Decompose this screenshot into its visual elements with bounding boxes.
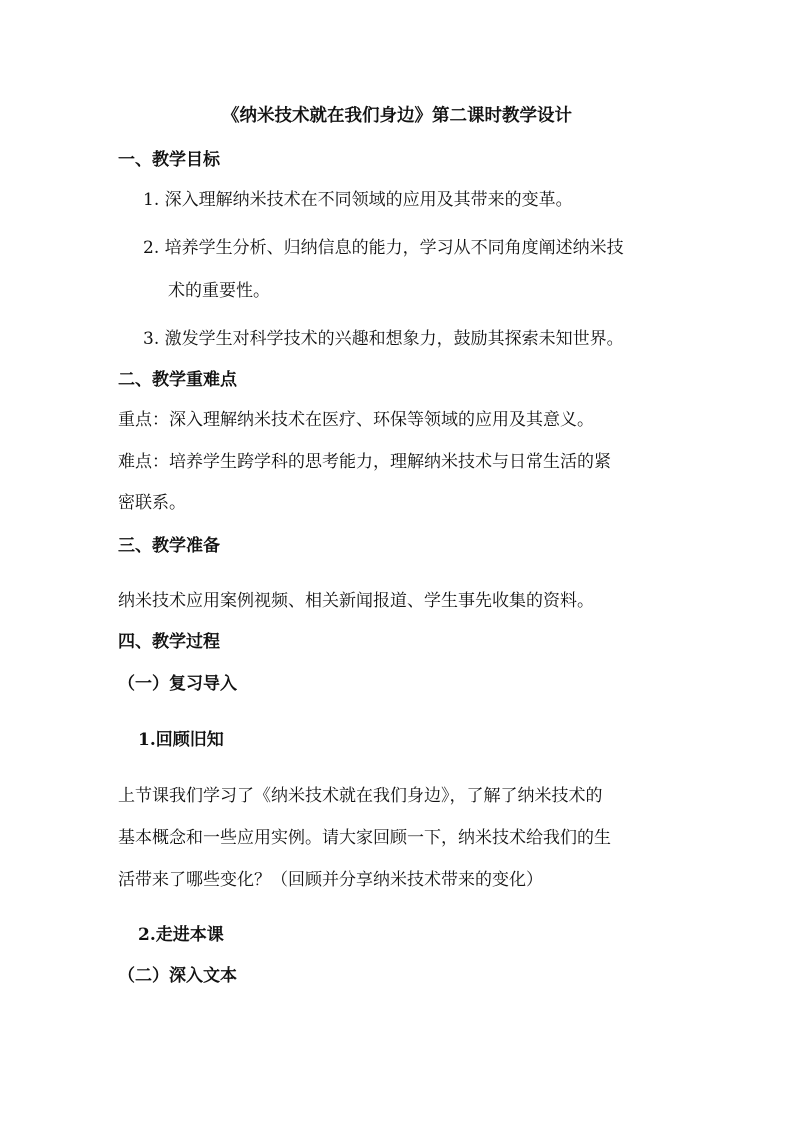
subsection-heading-review: （一）复习导入 xyxy=(118,674,237,694)
difficulty-text-line1: 难点：培养学生跨学科的思考能力，理解纳米技术与日常生活的紧 xyxy=(118,452,611,472)
key-point-text: 重点：深入理解纳米技术在医疗、环保等领域的应用及其意义。 xyxy=(118,410,594,430)
step-heading-enter-lesson: 2.走进本课 xyxy=(138,925,224,945)
section-heading-objectives: 一、教学目标 xyxy=(118,150,220,170)
objective-item-2-line2: 术的重要性。 xyxy=(168,281,270,301)
difficulty-text-line2: 密联系。 xyxy=(118,493,186,513)
step-heading-recall: 1.回顾旧知 xyxy=(138,730,224,750)
objective-item-3: 3. 激发学生对科学技术的兴趣和想象力，鼓励其探索未知世界。 xyxy=(143,329,624,349)
section-heading-preparation: 三、教学准备 xyxy=(118,536,220,556)
recall-text-line3: 活带来了哪些变化？（回顾并分享纳米技术带来的变化） xyxy=(118,870,543,890)
recall-text-line2: 基本概念和一些应用实例。请大家回顾一下，纳米技术给我们的生 xyxy=(118,828,611,848)
objective-item-2-line1: 2. 培养学生分析、归纳信息的能力，学习从不同角度阐述纳米技 xyxy=(143,238,624,258)
page-title: 《纳米技术就在我们身边》第二课时教学设计 xyxy=(222,106,572,126)
section-heading-key-points: 二、教学重难点 xyxy=(118,370,237,390)
section-heading-process: 四、教学过程 xyxy=(118,632,220,652)
recall-text-line1: 上节课我们学习了《纳米技术就在我们身边》，了解了纳米技术的 xyxy=(118,786,603,806)
subsection-heading-deep-reading: （二）深入文本 xyxy=(118,966,237,986)
objective-item-1: 1. 深入理解纳米技术在不同领域的应用及其带来的变革。 xyxy=(143,190,573,210)
preparation-text: 纳米技术应用案例视频、相关新闻报道、学生事先收集的资料。 xyxy=(118,591,594,611)
